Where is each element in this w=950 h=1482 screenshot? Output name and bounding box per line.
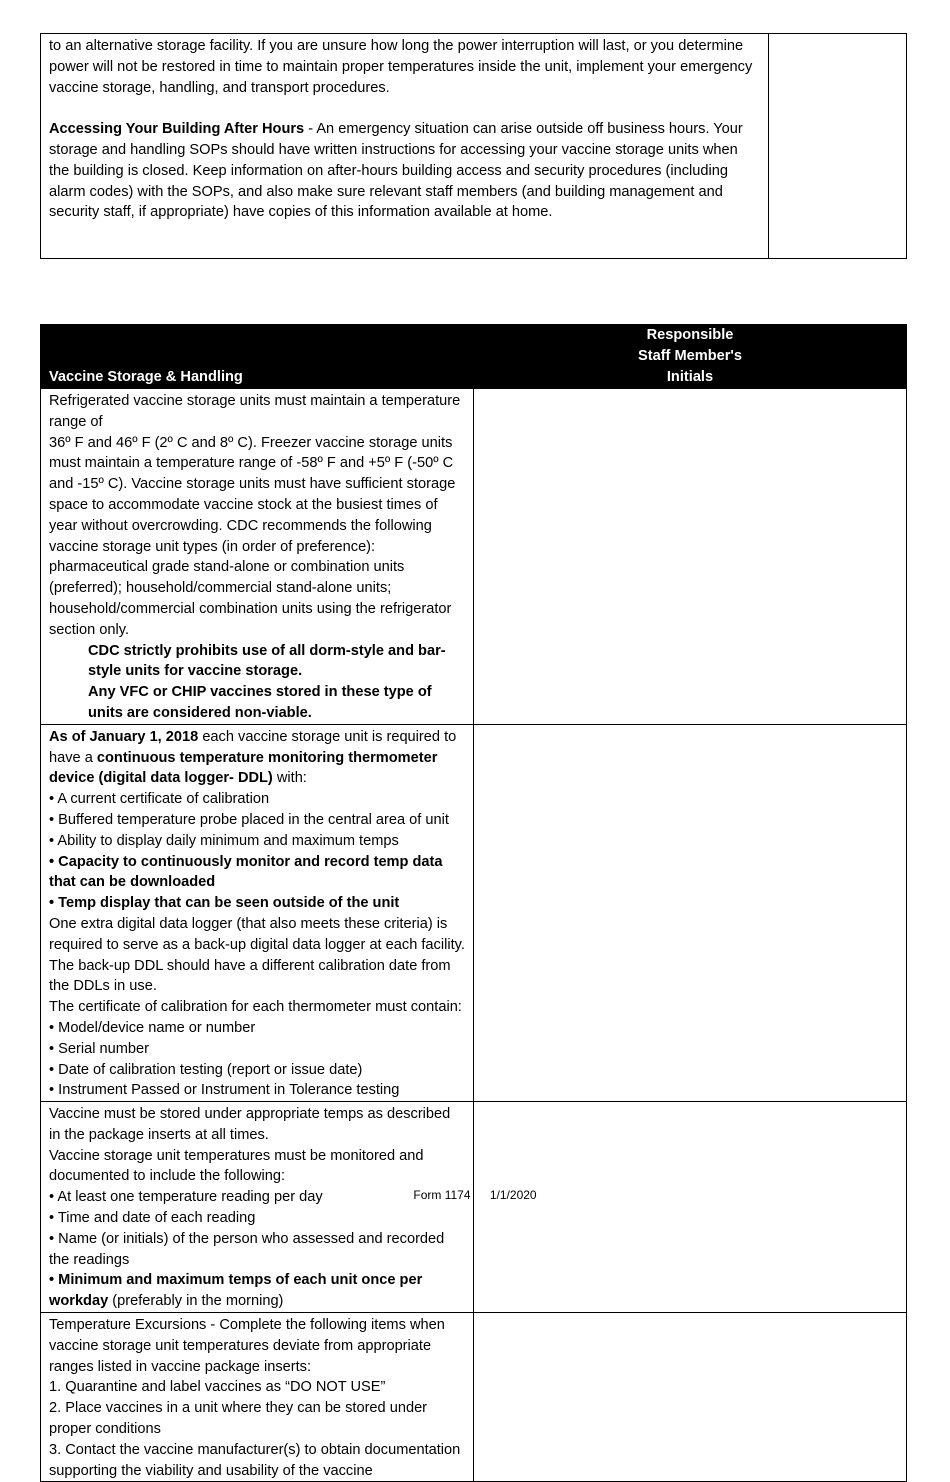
list-item: • Time and date of each reading bbox=[49, 1210, 256, 1227]
continuation-table bbox=[40, 33, 907, 259]
list-item: • At least one temperature reading per day bbox=[49, 1189, 323, 1206]
list-item: • Capacity to continuously monitor and record temp data that can be downloaded bbox=[49, 853, 443, 891]
ddl-text-end: with: bbox=[272, 770, 307, 787]
list-item: 2. Place vaccines in a unit where they can be stored under proper conditions bbox=[49, 1400, 428, 1438]
continuation-text-cell bbox=[41, 34, 769, 259]
after-hours-title: Accessing Your Building After Hours bbox=[49, 121, 305, 138]
table-header-title: Vaccine Storage & Handling bbox=[41, 325, 474, 389]
form-number: Form 1174 bbox=[413, 1188, 471, 1202]
monitoring-line2: Vaccine storage unit temperatures must be monitored and documented to include the following: bbox=[49, 1147, 424, 1185]
initials-cell[interactable] bbox=[474, 1102, 907, 1313]
header-initials-line-3: Initials bbox=[666, 369, 714, 385]
list-item: • Ability to display daily minimum and maximum temps bbox=[49, 832, 399, 849]
vaccine-storage-table bbox=[40, 324, 907, 1482]
ddl-text-mid: each vaccine storage unit is required to have a bbox=[49, 728, 457, 766]
after-hours-text: - An emergency situation can arise outside off business hours. Your storage and handling SOPs should have written instructions for accessing your vaccine storage units when the building is closed. Keep information on after-hours building access and security procedures (including alarm codes) with the SOPs, and also make sure relevant staff members (and building management and security staff, if appropriate) have copies of this information available at home. bbox=[49, 121, 743, 221]
ddl-device: continuous temperature monitoring thermometer device (digital data logger- DDL) bbox=[49, 749, 438, 787]
power-interruption-paragraph: to an alternative storage facility. If you are unsure how long the power interruption will last, or you determine power will not be restored in time to maintain proper temperatures inside the unit, implement your emergency vaccine storage, handling, and transport procedures. bbox=[49, 38, 753, 96]
table-row bbox=[41, 389, 907, 725]
list-item: • Temp display that can be seen outside of the unit bbox=[49, 895, 400, 912]
list-item: 1. Quarantine and label vaccines as “DO NOT USE” bbox=[49, 1379, 386, 1396]
min-max-rest: (preferably in the morning) bbox=[108, 1293, 284, 1310]
prohibition-notice: CDC strictly prohibits use of all dorm-style and bar-style units for vaccine storage. bbox=[88, 642, 446, 680]
table-row bbox=[41, 1102, 907, 1313]
initials-cell[interactable] bbox=[474, 724, 907, 1101]
initials-cell[interactable] bbox=[474, 389, 907, 725]
page-footer bbox=[0, 1188, 950, 1202]
header-initials-line-2: Staff Member's bbox=[637, 348, 743, 364]
list-item: • Model/device name or number bbox=[49, 1019, 256, 1036]
header-initials-line-1: Responsible bbox=[646, 327, 734, 343]
monitoring-cell bbox=[41, 1102, 474, 1313]
list-item: • Name (or initials) of the person who assessed and recorded the readings bbox=[49, 1230, 445, 1268]
monitoring-line1: Vaccine must be stored under appropriate temps as described in the package inserts at all times. bbox=[49, 1106, 451, 1143]
after-hours-paragraph bbox=[49, 119, 760, 223]
non-viable-notice: Any VFC or CHIP vaccines stored in these type of units are considered non-viable. bbox=[88, 684, 432, 721]
list-item: • Instrument Passed or Instrument in Tolerance testing bbox=[49, 1082, 400, 1099]
table-row bbox=[41, 1313, 907, 1482]
excursions-intro: Temperature Excursions - Complete the following items when vaccine storage unit temperatures deviate from appropriate ranges listed in vaccine package inserts: bbox=[49, 1317, 445, 1375]
table-row bbox=[41, 724, 907, 1101]
table-header-row bbox=[41, 325, 907, 389]
temp-range-line1: Refrigerated vaccine storage units must maintain a temperature range of bbox=[49, 393, 461, 430]
ddl-date: As of January 1, 2018 bbox=[49, 728, 199, 745]
initials-cell[interactable] bbox=[769, 34, 907, 259]
temp-range-text: 36º F and 46º F (2º C and 8º C). Freezer vaccine storage units must maintain a temperature range of -58º F and +5º F (-50º C and -15º C). Vaccine storage units must have sufficient storage space to accommodate vaccine stock at the busiest times of year without overcrowding. CDC recommends the following vaccine storage unit types (in order of preference): pharmaceutical grade stand-alone or combination units (preferred); household/commercial stand-alone units; household/commercial combination units using the refrigerator section only. bbox=[49, 434, 456, 638]
initials-cell[interactable] bbox=[474, 1313, 907, 1482]
form-date: 1/1/2020 bbox=[489, 1188, 537, 1202]
excursions-cell bbox=[41, 1313, 474, 1482]
list-item bbox=[49, 1270, 465, 1312]
table-header-initials bbox=[474, 325, 907, 389]
list-item: 3. Contact the vaccine manufacturer(s) to obtain documentation supporting the viability and usability of the vaccine bbox=[49, 1441, 461, 1479]
list-item: • Buffered temperature probe placed in the central area of unit bbox=[49, 811, 449, 828]
backup-ddl-text: One extra digital data logger (that also meets these criteria) is required to serve as a back-up digital data logger at each facility. The back-up DDL should have a different calibration date from the DDLs in use. bbox=[49, 915, 465, 995]
list-item: • Serial number bbox=[49, 1040, 150, 1057]
list-item: • A current certificate of calibration bbox=[49, 791, 270, 808]
temperature-range-cell bbox=[41, 389, 474, 725]
data-logger-cell bbox=[41, 724, 474, 1101]
cert-intro: The certificate of calibration for each thermometer must contain: bbox=[49, 999, 462, 1016]
ddl-requirement bbox=[49, 727, 465, 789]
list-item: • Date of calibration testing (report or issue date) bbox=[49, 1061, 363, 1078]
min-max-bold: • Minimum and maximum temps of each unit once per workday bbox=[49, 1272, 423, 1310]
